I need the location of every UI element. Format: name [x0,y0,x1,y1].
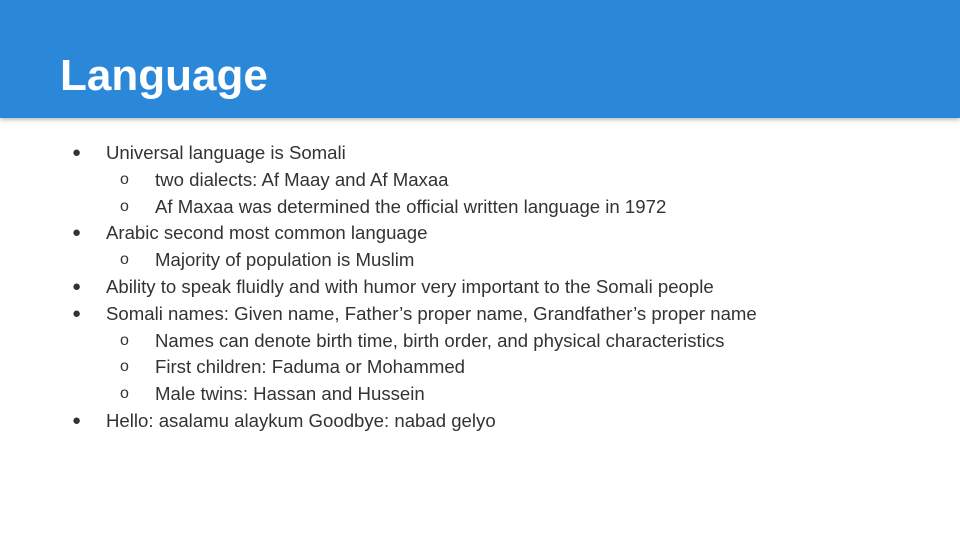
bullet-dot-icon: ● [72,144,82,161]
slide-body [0,140,960,435]
bullet-text: Majority of population is Muslim [155,249,415,271]
bullet-text: two dialects: Af Maay and Af Maxaa [155,168,449,190]
bullet-circle-icon: o [120,358,129,376]
bullet-item-somali-names [0,301,896,328]
bullet-text: Somali names: Given name, Father’s proper name, Grandfather’s proper name [106,302,757,324]
bullet-item-speaking-ability [0,274,960,301]
bullet-text: Af Maxaa was determined the official written language in 1972 [155,195,667,217]
sub-bullet-item-male-twins [0,381,960,408]
bullet-text: Universal language is Somali [106,142,346,163]
bullet-text: Ability to speak fluidly and with humor very important to the Somali people [106,275,714,297]
bullet-text: Hello: asalamu alaykum Goodbye: nabad gelyo [106,409,496,431]
bullet-dot-icon: ● [72,224,82,242]
bullet-text: Arabic second most common language [106,222,428,244]
bullet-circle-icon: o [120,170,129,188]
bullet-item-arabic [0,220,960,247]
bullet-text: First children: Faduma or Mohammed [155,356,466,378]
sub-bullet-item-official-language [0,194,960,221]
bullet-item-universal-language [0,140,960,167]
bullet-text: Names can denote birth time, birth order, and physical characteristics [155,329,725,351]
title-bar [0,0,960,118]
slide-title: Language [60,51,268,100]
bullet-list [0,140,960,435]
bullet-item-greetings [0,408,960,435]
bullet-dot-icon: ● [72,304,82,322]
bullet-circle-icon: o [120,385,129,403]
sub-bullet-item-muslim [0,247,960,274]
bullet-circle-icon: o [120,197,129,215]
sub-bullet-item-dialects [0,167,960,194]
bullet-circle-icon: o [120,251,129,269]
sub-bullet-item-name-meaning [0,328,960,355]
bullet-text: Male twins: Hassan and Hussein [155,383,425,405]
bullet-dot-icon: ● [72,411,82,429]
sub-bullet-item-first-children [0,354,960,381]
bullet-circle-icon: o [120,331,129,349]
bullet-dot-icon: ● [72,277,82,295]
